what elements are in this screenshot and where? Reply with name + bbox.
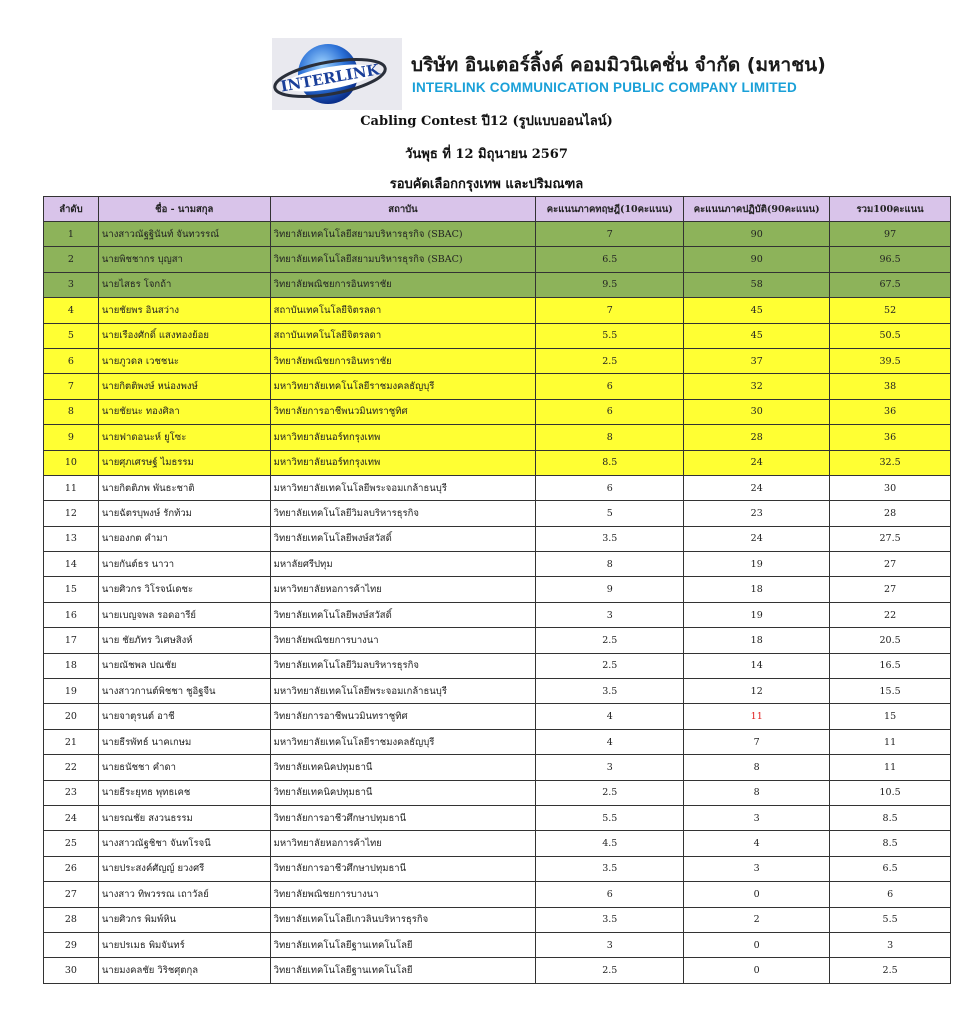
total-score-cell: 52 xyxy=(830,298,951,323)
name-cell: นางสาวกานต์พิชชา ชูอิฐจีน xyxy=(98,679,270,704)
institution-cell: วิทยาลัยเทคโนโลยีวิมลบริหารธุรกิจ xyxy=(270,501,536,526)
rank-cell: 11 xyxy=(44,475,99,500)
institution-cell: วิทยาลัยพณิชยการอินทราชัย xyxy=(270,348,536,373)
total-score-cell: 3 xyxy=(830,932,951,957)
name-cell: นายฟาดอนะห์ ยูโซะ xyxy=(98,425,270,450)
total-score-cell: 27 xyxy=(830,552,951,577)
rank-cell: 6 xyxy=(44,348,99,373)
name-cell: นายประสงค์ศัญญ์ ยวงศรี xyxy=(98,856,270,881)
total-score-cell: 28 xyxy=(830,501,951,526)
theory-score-cell: 3.5 xyxy=(536,856,684,881)
table-row xyxy=(44,450,951,475)
institution-cell: มหาวิทยาลัยหอการค้าไทย xyxy=(270,831,536,856)
theory-score-cell: 2.5 xyxy=(536,628,684,653)
contest-title: Cabling Contest ปี12 (รูปแบบออนไลน์) xyxy=(360,114,613,129)
col-header-total-score: รวม100คะแนน xyxy=(830,197,951,222)
col-header-name: ชื่อ - นามสกุล xyxy=(98,197,270,222)
rank-cell: 18 xyxy=(44,653,99,678)
institution-cell: มหาวิทยาลัยเทคโนโลยีพระจอมเกล้าธนบุรี xyxy=(270,475,536,500)
total-score-cell: 67.5 xyxy=(830,272,951,297)
total-score-cell: 6 xyxy=(830,882,951,907)
table-row xyxy=(44,704,951,729)
rank-cell: 7 xyxy=(44,374,99,399)
practice-score-cell: 19 xyxy=(684,552,830,577)
rank-cell: 23 xyxy=(44,780,99,805)
name-cell: นายมงคลชัย วิริชศุตกุล xyxy=(98,958,270,983)
total-score-cell: 6.5 xyxy=(830,856,951,881)
institution-cell: สถาบันเทคโนโลยีจิตรลดา xyxy=(270,298,536,323)
theory-score-cell: 3 xyxy=(536,755,684,780)
rank-cell: 27 xyxy=(44,882,99,907)
name-cell: นายองกต คำมา xyxy=(98,526,270,551)
table-row xyxy=(44,958,951,983)
theory-score-cell: 7 xyxy=(536,222,684,247)
rank-cell: 20 xyxy=(44,704,99,729)
theory-score-cell: 8.5 xyxy=(536,450,684,475)
practice-score-cell: 8 xyxy=(684,755,830,780)
table-row xyxy=(44,526,951,551)
name-cell: นาย ชัยภัทร วิเศษสิงห์ xyxy=(98,628,270,653)
table-row xyxy=(44,399,951,424)
name-cell: นายศิวกร พิมพ์หิน xyxy=(98,907,270,932)
practice-score-cell: 0 xyxy=(684,958,830,983)
total-score-cell: 11 xyxy=(830,755,951,780)
name-cell: นางสาวณัฐฐินันท์ จันทวรรณ์ xyxy=(98,222,270,247)
theory-score-cell: 3.5 xyxy=(536,679,684,704)
total-score-cell: 96.5 xyxy=(830,247,951,272)
rank-cell: 5 xyxy=(44,323,99,348)
name-cell: นายฉัตรบุพงษ์ รักท้วม xyxy=(98,501,270,526)
practice-score-cell: 0 xyxy=(684,932,830,957)
practice-score-cell: 18 xyxy=(684,628,830,653)
institution-cell: วิทยาลัยเทคนิคปทุมธานี xyxy=(270,755,536,780)
total-score-cell: 8.5 xyxy=(830,805,951,830)
institution-cell: วิทยาลัยเทคโนโลยีพงษ์สวัสดิ์ xyxy=(270,526,536,551)
institution-cell: วิทยาลัยเทคโนโลยีฐานเทคโนโลยี xyxy=(270,958,536,983)
theory-score-cell: 8 xyxy=(536,425,684,450)
institution-cell: วิทยาลัยเทคโนโลยีเกวลินบริหารธุรกิจ xyxy=(270,907,536,932)
name-cell: นายธีรพัทธ์ นาคเกษม xyxy=(98,729,270,754)
practice-score-cell: 90 xyxy=(684,247,830,272)
rank-cell: 17 xyxy=(44,628,99,653)
table-row xyxy=(44,882,951,907)
theory-score-cell: 3.5 xyxy=(536,907,684,932)
institution-cell: วิทยาลัยพณิชยการบางนา xyxy=(270,882,536,907)
name-cell: นางสาว ทิพวรรณ เถาวัลย์ xyxy=(98,882,270,907)
logo-wordmark: INTERLINK xyxy=(279,60,381,96)
practice-score-cell: 3 xyxy=(684,856,830,881)
theory-score-cell: 9 xyxy=(536,577,684,602)
round-title: รอบคัดเลือกกรุงเทพ และปริมณฑล xyxy=(389,177,584,192)
name-cell: นายรณชัย สงวนธรรม xyxy=(98,805,270,830)
institution-cell: วิทยาลัยเทคโนโลยีวิมลบริหารธุรกิจ xyxy=(270,653,536,678)
total-score-cell: 27 xyxy=(830,577,951,602)
name-cell: นายกิตติภพ พันธะชาติ xyxy=(98,475,270,500)
table-row xyxy=(44,679,951,704)
theory-score-cell: 4.5 xyxy=(536,831,684,856)
theory-score-cell: 4 xyxy=(536,729,684,754)
theory-score-cell: 2.5 xyxy=(536,958,684,983)
rank-cell: 16 xyxy=(44,602,99,627)
name-cell: นายธีระยุทธ พุทธเคช xyxy=(98,780,270,805)
total-score-cell: 5.5 xyxy=(830,907,951,932)
company-logo xyxy=(272,38,402,110)
practice-score-cell: 12 xyxy=(684,679,830,704)
theory-score-cell: 3 xyxy=(536,932,684,957)
name-cell: นายศุภเศรษฐ์ ไมธรรม xyxy=(98,450,270,475)
table-row xyxy=(44,577,951,602)
rank-cell: 21 xyxy=(44,729,99,754)
total-score-cell: 20.5 xyxy=(830,628,951,653)
rank-cell: 25 xyxy=(44,831,99,856)
theory-score-cell: 6 xyxy=(536,374,684,399)
rank-cell: 24 xyxy=(44,805,99,830)
rank-cell: 28 xyxy=(44,907,99,932)
institution-cell: มหาวิทยาลัยเทคโนโลยีราชมงคลธัญบุรี xyxy=(270,374,536,399)
theory-score-cell: 5.5 xyxy=(536,323,684,348)
theory-score-cell: 2.5 xyxy=(536,653,684,678)
name-cell: นายศิวกร วิโรจน์เดชะ xyxy=(98,577,270,602)
institution-cell: วิทยาลัยการอาชีพนวมินทราชูทิศ xyxy=(270,704,536,729)
theory-score-cell: 3.5 xyxy=(536,526,684,551)
practice-score-cell: 37 xyxy=(684,348,830,373)
institution-cell: มหาวิทยาลัยเทคโนโลยีพระจอมเกล้าธนบุรี xyxy=(270,679,536,704)
company-name-thai: บริษัท อินเตอร์ลิ้งค์ คอมมิวนิเคชั่น จำกัด (มหาชน) xyxy=(411,54,826,76)
table-row xyxy=(44,374,951,399)
practice-score-cell: 45 xyxy=(684,298,830,323)
name-cell: นายภูวดล เวชชนะ xyxy=(98,348,270,373)
total-score-cell: 38 xyxy=(830,374,951,399)
practice-score-cell: 8 xyxy=(684,780,830,805)
name-cell: นายธนัชชา คำดา xyxy=(98,755,270,780)
theory-score-cell: 6 xyxy=(536,475,684,500)
total-score-cell: 16.5 xyxy=(830,653,951,678)
col-header-practice-score: คะแนนภาคปฏิบัติ(90คะแนน) xyxy=(684,197,830,222)
institution-cell: วิทยาลัยการอาชีพนวมินทราชูทิศ xyxy=(270,399,536,424)
institution-cell: มหาวิทยาลัยเทคโนโลยีราชมงคลธัญบุรี xyxy=(270,729,536,754)
institution-cell: วิทยาลัยเทคโนโลยีฐานเทคโนโลยี xyxy=(270,932,536,957)
theory-score-cell: 5 xyxy=(536,501,684,526)
practice-score-cell: 2 xyxy=(684,907,830,932)
practice-score-cell: 19 xyxy=(684,602,830,627)
contest-date: วันพุธ ที่ 12 มิถุนายน 2567 xyxy=(405,147,568,162)
rank-cell: 9 xyxy=(44,425,99,450)
practice-score-cell: 3 xyxy=(684,805,830,830)
table-row xyxy=(44,729,951,754)
rank-cell: 19 xyxy=(44,679,99,704)
table-row xyxy=(44,653,951,678)
table-row xyxy=(44,425,951,450)
theory-score-cell: 6.5 xyxy=(536,247,684,272)
total-score-cell: 32.5 xyxy=(830,450,951,475)
table-row xyxy=(44,501,951,526)
rank-cell: 26 xyxy=(44,856,99,881)
rank-cell: 8 xyxy=(44,399,99,424)
total-score-cell: 11 xyxy=(830,729,951,754)
name-cell: นายกันต์ธร นาวา xyxy=(98,552,270,577)
theory-score-cell: 7 xyxy=(536,298,684,323)
institution-cell: มหาวิทยาลัยหอการค้าไทย xyxy=(270,577,536,602)
rank-cell: 13 xyxy=(44,526,99,551)
rank-cell: 3 xyxy=(44,272,99,297)
table-row xyxy=(44,348,951,373)
institution-cell: วิทยาลัยเทคโนโลยีสยามบริหารธุรกิจ (SBAC) xyxy=(270,222,536,247)
rank-cell: 22 xyxy=(44,755,99,780)
table-row xyxy=(44,856,951,881)
results-table xyxy=(43,196,951,984)
total-score-cell: 15.5 xyxy=(830,679,951,704)
practice-score-cell: 11 xyxy=(684,704,830,729)
table-row xyxy=(44,323,951,348)
table-row xyxy=(44,780,951,805)
practice-score-cell: 23 xyxy=(684,501,830,526)
table-row xyxy=(44,831,951,856)
rank-cell: 15 xyxy=(44,577,99,602)
rank-cell: 10 xyxy=(44,450,99,475)
practice-score-cell: 45 xyxy=(684,323,830,348)
table-row xyxy=(44,272,951,297)
table-row xyxy=(44,247,951,272)
rank-cell: 1 xyxy=(44,222,99,247)
rank-cell: 12 xyxy=(44,501,99,526)
name-cell: นายชัยพร อินสว่าง xyxy=(98,298,270,323)
table-row xyxy=(44,475,951,500)
rank-cell: 30 xyxy=(44,958,99,983)
theory-score-cell: 2.5 xyxy=(536,780,684,805)
institution-cell: มหาลัยศรีปทุม xyxy=(270,552,536,577)
rank-cell: 2 xyxy=(44,247,99,272)
name-cell: นายพิชชากร บุญสา xyxy=(98,247,270,272)
name-cell: นายจาตุรนต์ อาชี xyxy=(98,704,270,729)
institution-cell: วิทยาลัยพณิชยการอินทราชัย xyxy=(270,272,536,297)
table-row xyxy=(44,932,951,957)
total-score-cell: 36 xyxy=(830,425,951,450)
theory-score-cell: 4 xyxy=(536,704,684,729)
institution-cell: วิทยาลัยการอาชีวศึกษาปทุมธานี xyxy=(270,805,536,830)
table-row xyxy=(44,222,951,247)
table-header-row xyxy=(44,197,951,222)
theory-score-cell: 8 xyxy=(536,552,684,577)
total-score-cell: 22 xyxy=(830,602,951,627)
document-header xyxy=(0,30,973,110)
practice-score-cell: 90 xyxy=(684,222,830,247)
practice-score-cell: 14 xyxy=(684,653,830,678)
institution-cell: วิทยาลัยพณิชยการบางนา xyxy=(270,628,536,653)
name-cell: นายชัยนะ ทองศิลา xyxy=(98,399,270,424)
total-score-cell: 50.5 xyxy=(830,323,951,348)
name-cell: นายเบญจพล รอดอารีย์ xyxy=(98,602,270,627)
institution-cell: วิทยาลัยเทคนิคปทุมธานี xyxy=(270,780,536,805)
table-body xyxy=(44,222,951,984)
practice-score-cell: 24 xyxy=(684,475,830,500)
col-header-theory-score: คะแนนภาคทฤษฎี(10คะแนน) xyxy=(536,197,684,222)
table-row xyxy=(44,552,951,577)
theory-score-cell: 5.5 xyxy=(536,805,684,830)
practice-score-cell: 24 xyxy=(684,526,830,551)
col-header-rank: ลำดับ xyxy=(44,197,99,222)
name-cell: นายไสธร โจกถ้า xyxy=(98,272,270,297)
practice-score-cell: 7 xyxy=(684,729,830,754)
rank-cell: 4 xyxy=(44,298,99,323)
institution-cell: มหาวิทยาลัยนอร์ทกรุงเทพ xyxy=(270,425,536,450)
table-row xyxy=(44,755,951,780)
table-row xyxy=(44,602,951,627)
rank-cell: 14 xyxy=(44,552,99,577)
theory-score-cell: 2.5 xyxy=(536,348,684,373)
rank-cell: 29 xyxy=(44,932,99,957)
institution-cell: มหาวิทยาลัยนอร์ทกรุงเทพ xyxy=(270,450,536,475)
total-score-cell: 2.5 xyxy=(830,958,951,983)
total-score-cell: 8.5 xyxy=(830,831,951,856)
total-score-cell: 36 xyxy=(830,399,951,424)
theory-score-cell: 3 xyxy=(536,602,684,627)
institution-cell: วิทยาลัยเทคโนโลยีพงษ์สวัสดิ์ xyxy=(270,602,536,627)
practice-score-cell: 18 xyxy=(684,577,830,602)
institution-cell: สถาบันเทคโนโลยีจิตรลดา xyxy=(270,323,536,348)
theory-score-cell: 6 xyxy=(536,399,684,424)
table-row xyxy=(44,805,951,830)
institution-cell: วิทยาลัยเทคโนโลยีสยามบริหารธุรกิจ (SBAC) xyxy=(270,247,536,272)
name-cell: นายปรเมธ พิมจันทร์ xyxy=(98,932,270,957)
table-row xyxy=(44,628,951,653)
practice-score-cell: 24 xyxy=(684,450,830,475)
name-cell: นายเรืองศักดิ์ แสงทองย้อย xyxy=(98,323,270,348)
practice-score-cell: 58 xyxy=(684,272,830,297)
total-score-cell: 30 xyxy=(830,475,951,500)
name-cell: นายณัชพล ปณชัย xyxy=(98,653,270,678)
total-score-cell: 10.5 xyxy=(830,780,951,805)
table-row xyxy=(44,907,951,932)
theory-score-cell: 9.5 xyxy=(536,272,684,297)
practice-score-cell: 30 xyxy=(684,399,830,424)
practice-score-cell: 0 xyxy=(684,882,830,907)
company-name-english: INTERLINK COMMUNICATION PUBLIC COMPANY LIMITED xyxy=(412,80,797,95)
name-cell: นางสาวณัฐชิชา จันทโรจนี xyxy=(98,831,270,856)
institution-cell: วิทยาลัยการอาชีวศึกษาปทุมธานี xyxy=(270,856,536,881)
practice-score-cell: 28 xyxy=(684,425,830,450)
col-header-institution: สถาบัน xyxy=(270,197,536,222)
name-cell: นายกิตติพงษ์ หน่องพงษ์ xyxy=(98,374,270,399)
total-score-cell: 39.5 xyxy=(830,348,951,373)
total-score-cell: 15 xyxy=(830,704,951,729)
total-score-cell: 27.5 xyxy=(830,526,951,551)
practice-score-cell: 32 xyxy=(684,374,830,399)
theory-score-cell: 6 xyxy=(536,882,684,907)
globe-logo-icon xyxy=(272,38,402,110)
total-score-cell: 97 xyxy=(830,222,951,247)
practice-score-cell: 4 xyxy=(684,831,830,856)
table-row xyxy=(44,298,951,323)
